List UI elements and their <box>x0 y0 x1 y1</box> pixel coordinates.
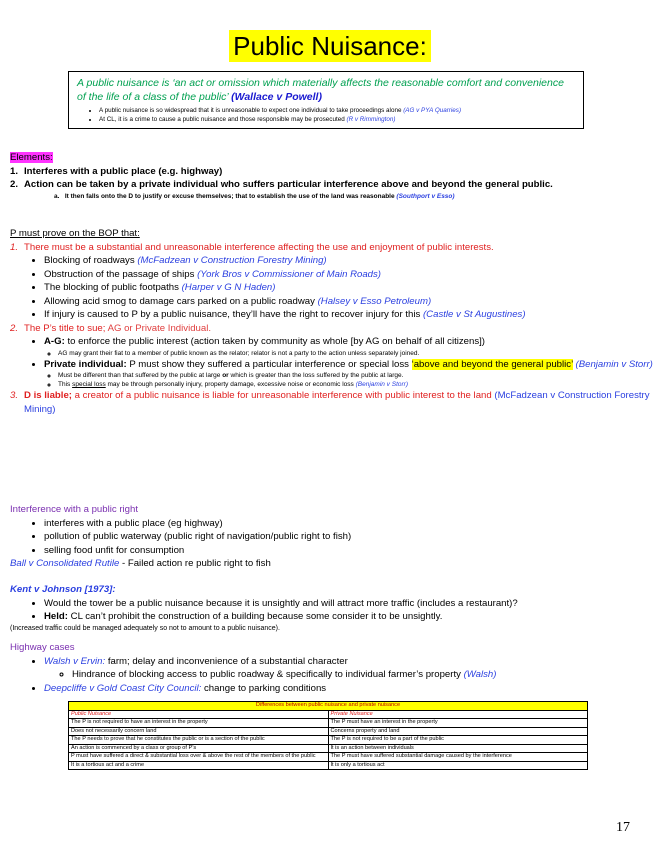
table-header-public: Public Nuisance <box>69 710 329 719</box>
elements-subitem: a. It then falls onto the D to justify or excuse themselves; that to establish the use of the land was reasonable (Southport v Esso) <box>54 192 455 200</box>
definition-bullets <box>77 106 575 124</box>
ag-sub-bullets <box>10 349 655 358</box>
prove-intro: P must prove on the BOP that: <box>10 228 140 239</box>
elements-item: 1. Interferes with a public place (e.g. highway) <box>10 165 223 177</box>
prove-item-1: 1. There must be a substantial and unreasonable interference affecting the use and enjoyment of public interests. <box>10 241 494 253</box>
list-item: • Obstruction of the passage of ships (York Bros v Commissioner of Main Roads) <box>44 268 655 282</box>
case-ref: (Southport v Esso) <box>396 192 455 200</box>
list-item: • selling food unfit for consumption <box>44 544 650 558</box>
prove-item-1-bullets <box>10 254 655 322</box>
definition-case: (Wallace v Powell) <box>231 91 322 103</box>
table-row: The P needs to prove that he constitutes the public or is a section of the public The P is not required to be a part of the public <box>69 736 588 745</box>
kent-section <box>10 583 655 633</box>
highway-bullets-2 <box>10 682 650 696</box>
table-row: An action is commenced by a class or group of P’s It is an action between individuals <box>69 744 588 753</box>
prove-item-2: 2. The P’s title to sue; AG or Private Individual. <box>10 322 212 334</box>
kent-heading: Kent v Johnson [1973]: <box>10 584 116 595</box>
definition-quote: A public nuisance is ‘an act or omission which materially affects the reasonable comfort and convenience of the life of a class of the public’ <box>77 77 564 103</box>
case-ref: (AG v PYA Quarries) <box>403 107 462 114</box>
list-item: ◦ Must be different than that suffered by the public at large or which is greater than the loss suffered by the public at large. <box>58 371 655 380</box>
list-item: • Allowing acid smog to damage cars parked on a public roadway (Halsey v Esso Petroleum) <box>44 295 655 309</box>
list-item: • Held: CL can’t prohibit the construction of a building because some consider it to be unsightly. <box>44 610 655 624</box>
list-item: • Deepcliffe v Gold Coast City Council: change to parking conditions <box>44 682 650 696</box>
title-wrap <box>0 30 660 62</box>
table-row: Does not necessarily concern land Concerns property and land <box>69 727 588 736</box>
differences-table <box>68 701 588 770</box>
elements-heading: Elements: <box>10 152 53 163</box>
kent-note: (Increased traffic could be managed adequately so not to amount to a public nuisance). <box>10 624 280 632</box>
ball-case-line: Ball v Consolidated Rutile - Failed action re public right to fish <box>10 558 271 569</box>
pi-bullets <box>10 358 655 372</box>
prove-section <box>10 227 655 416</box>
interference-bullets <box>10 517 650 558</box>
definition-box <box>68 71 584 129</box>
elements-section <box>10 151 650 201</box>
interference-heading: Interference with a public right <box>10 504 138 515</box>
table-row: The P is not required to have an interest in the property The P must have an interest in the property <box>69 719 588 728</box>
definition-bullet: • A public nuisance is so widespread that it is unreasonable to expect one individual to take proceedings alone (AG v PYA Quarries) <box>99 106 575 115</box>
case-ref: (R v Rimmington) <box>346 116 396 123</box>
list-item: • Walsh v Ervin: farm; delay and inconvenience of a substantial character <box>44 655 650 669</box>
highway-section <box>10 641 650 695</box>
list-item: • A-G: to enforce the public interest (action taken by community as whole [by AG on behalf of all citizens]) <box>44 335 655 349</box>
highway-bullets <box>10 655 650 669</box>
differences-table-wrap <box>68 701 588 770</box>
highway-heading: Highway cases <box>10 642 75 653</box>
list-item: • pollution of public waterway (public right of navigation/public right to fish) <box>44 530 650 544</box>
definition-bullet: • At CL, it is a crime to cause a public nuisance and those responsible may be prosecuted (R v Rimmington) <box>99 115 575 124</box>
list-item: • If injury is caused to P by a public nuisance, they’ll have the right to recover injury for this (Castle v St Augustines) <box>44 308 655 322</box>
elements-item: 2. Action can be taken by a private individual who suffers particular interference above and beyond the general public. <box>10 179 553 190</box>
definition-text <box>77 76 575 104</box>
page-number: 17 <box>616 820 630 835</box>
pi-sub-bullets <box>10 371 655 389</box>
kent-bullets <box>10 597 655 624</box>
prove-item-2-bullets <box>10 335 655 349</box>
table-row: It is a tortious act and a crime It is only a tortious act <box>69 761 588 770</box>
table-title: Differences between public nuisance and private nuisance <box>69 702 588 711</box>
interference-section <box>10 503 650 571</box>
list-item: • Private individual: P must show they suffered a particular interference or special loss ‘above and beyond the general public’ (Benjamin v Storr) <box>44 358 655 372</box>
list-item: • interferes with a public place (eg highway) <box>44 517 650 531</box>
table-header-private: Private Nuisance <box>328 710 588 719</box>
prove-item-3: 3. D is liable; a creator of a public nuisance is liable for unreasonable interference with public interest to the land (McFadzean v Construction Forestry Mining) <box>10 390 650 415</box>
list-item: ◦ Hindrance of blocking access to public roadway & specifically to individual farmer’s property (Walsh) <box>72 668 650 682</box>
walsh-sub-bullets <box>10 668 650 682</box>
table-row: P must have suffered a direct & substantial loss over & above the rest of the members of the public The P must have suffered substantial damage caused by the interference <box>69 753 588 762</box>
list-item: • Would the tower be a public nuisance because it is unsightly and will attract more traffic (includes a restaurant)? <box>44 597 655 611</box>
list-item: ◦ This special loss may be through personally injury, property damage, excessive noise or economic loss (Benjamin v Storr) <box>58 380 655 389</box>
list-item: • The blocking of public footpaths (Harper v G N Haden) <box>44 281 655 295</box>
list-item: • Blocking of roadways (McFadzean v Construction Forestry Mining) <box>44 254 655 268</box>
list-item: ◦ AG may grant their fiat to a member of public known as the relator; relator is not a party to the action unless separately joined. <box>58 349 655 358</box>
page-title: Public Nuisance: <box>229 30 431 62</box>
